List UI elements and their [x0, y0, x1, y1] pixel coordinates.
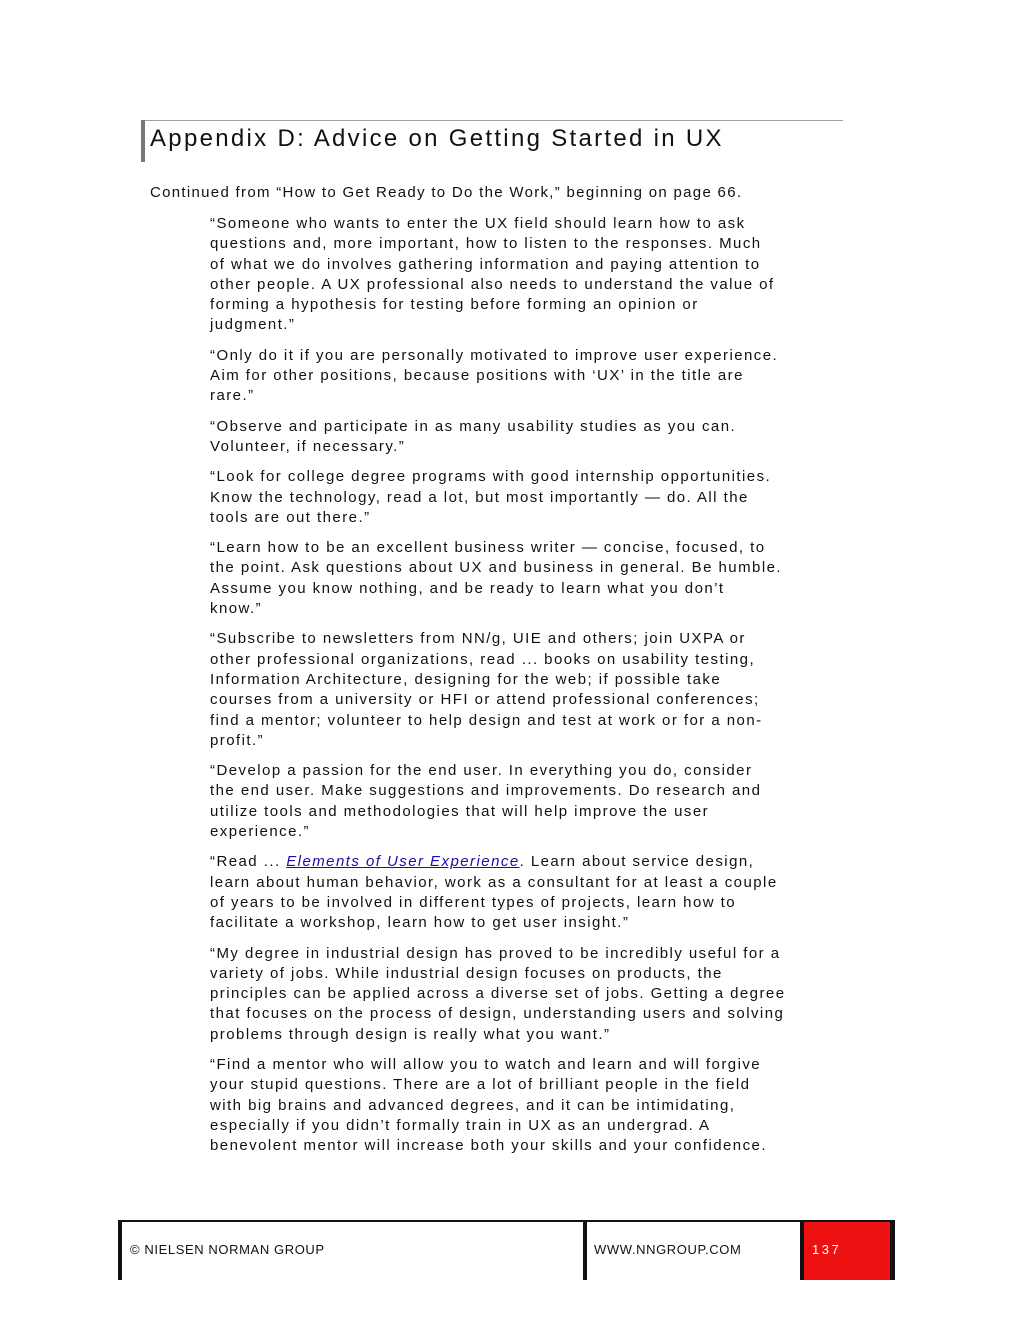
quote-text: . Learn about service design, [519, 853, 755, 871]
quote-paragraph [210, 214, 812, 336]
quote-line: other people. A UX professional also needs to understand the value of [210, 275, 775, 293]
quote-line: “Develop a passion for the end user. In everything you do, consider [210, 762, 753, 780]
quote-line [210, 852, 812, 872]
page-number: 137 [812, 1242, 842, 1257]
footer-divider-left [118, 1220, 122, 1280]
page-footer [118, 1220, 895, 1280]
quote-line: rare.” [210, 387, 255, 405]
quote-text: “Read ... [210, 853, 287, 871]
footer-divider-end [890, 1220, 895, 1280]
quote-line: “Learn how to be an excellent business writer — concise, focused, to [210, 539, 766, 557]
quote-line: facilitate a workshop, learn how to get user insight.” [210, 914, 630, 932]
quote-line: courses from a university or HFI or attend professional conferences; [210, 691, 760, 709]
quote-line: find a mentor; volunteer to help design and test at work or for a non- [210, 711, 763, 729]
quote-line: profit.” [210, 731, 265, 749]
quote-line: “Only do it if you are personally motivated to improve user experience. [210, 346, 779, 364]
quote-line: of years to be involved in different types of projects, learn how to [210, 893, 737, 911]
quote-line: the end user. Make suggestions and improvements. Do research and [210, 782, 762, 800]
quote-line: benevolent mentor will increase both your skills and your confidence. [210, 1137, 767, 1155]
quote-line: principles can be applied across a diverse set of jobs. Getting a degree [210, 985, 786, 1003]
footer-divider-middle [583, 1220, 587, 1280]
heading-rule [141, 120, 843, 121]
quote-line: problems through design is really what you want.” [210, 1025, 611, 1043]
intro-paragraph: Continued from “How to Get Ready to Do the Work,” beginning on page 66. [150, 184, 743, 201]
quote-line: that focuses on the process of design, understanding users and solving [210, 1005, 785, 1023]
section-heading [141, 120, 843, 162]
quote-paragraph [210, 1055, 812, 1156]
quote-line: of what we do involves gathering information and paying attention to [210, 255, 761, 273]
quote-line: utilize tools and methodologies that will help improve the user [210, 802, 710, 820]
quote-paragraph [210, 852, 812, 933]
quote-paragraph [210, 629, 812, 751]
heading-accent-bar [141, 120, 145, 162]
quote-paragraph [210, 761, 812, 842]
quote-line: “Find a mentor who will allow you to watch and learn and will forgive [210, 1055, 762, 1073]
page-title: Appendix D: Advice on Getting Started in UX [150, 125, 724, 152]
quote-line: know.” [210, 600, 263, 618]
quote-line: “Observe and participate in as many usability studies as you can. [210, 417, 737, 435]
quote-line: experience.” [210, 823, 310, 841]
quote-line: especially if you didn’t formally train in UX as an undergrad. A [210, 1116, 711, 1134]
quote-line: your stupid questions. There are a lot of brilliant people in the field [210, 1076, 751, 1094]
quote-line: “Someone who wants to enter the UX field should learn how to ask [210, 215, 746, 232]
quote-paragraph [210, 467, 812, 528]
quote-line: variety of jobs. While industrial design focuses on products, the [210, 964, 723, 982]
quote-line: with big brains and advanced degrees, and it can be intimidating, [210, 1096, 736, 1114]
quote-line: tools are out there.” [210, 508, 371, 526]
quote-line: the point. Ask questions about UX and business in general. Be humble. [210, 559, 783, 577]
quote-line: learn about human behavior, work as a consultant for at least a couple [210, 873, 778, 891]
footer-rule [118, 1220, 895, 1222]
quote-line: “Look for college degree programs with good internship opportunities. [210, 468, 772, 486]
quote-paragraph [210, 944, 812, 1045]
quote-line: Volunteer, if necessary.” [210, 437, 406, 455]
quote-line: judgment.” [210, 316, 296, 334]
quote-list [210, 214, 812, 1166]
quote-paragraph [210, 346, 812, 407]
quote-line: “My degree in industrial design has proved to be incredibly useful for a [210, 944, 781, 962]
book-link[interactable]: Elements of User Experience [286, 853, 520, 871]
quote-line: Assume you know nothing, and be ready to learn what you don’t [210, 579, 725, 597]
quote-line: Know the technology, read a lot, but most importantly — do. All the [210, 488, 749, 506]
quote-line: questions and, more important, how to listen to the responses. Much [210, 235, 762, 253]
quote-line: other professional organizations, read ... books on usability testing, [210, 650, 756, 668]
footer-website: WWW.NNGROUP.COM [594, 1242, 742, 1257]
quote-line: Information Architecture, designing for the web; if possible take [210, 670, 722, 688]
quote-line: “Subscribe to newsletters from NN/g, UIE and others; join UXPA or [210, 630, 746, 648]
quote-line: forming a hypothesis for testing before forming an opinion or [210, 296, 699, 314]
quote-paragraph [210, 538, 812, 619]
quote-paragraph [210, 417, 812, 458]
quote-line: Aim for other positions, because positions with ‘UX’ in the title are [210, 367, 744, 385]
footer-copyright: © NIELSEN NORMAN GROUP [130, 1242, 325, 1257]
